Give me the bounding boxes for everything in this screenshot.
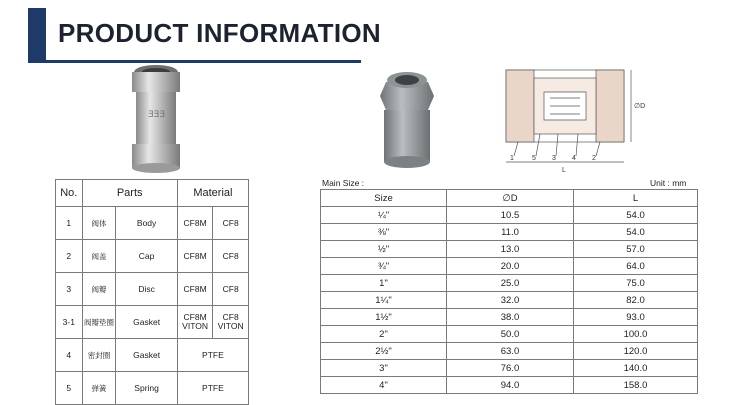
table-row	[321, 275, 698, 292]
page-title: PRODUCT INFORMATION	[58, 18, 381, 48]
valve-photo-grey	[378, 62, 436, 174]
table-row	[56, 273, 249, 306]
material-1: CF8M	[177, 240, 213, 273]
length-cell: 57.0	[574, 241, 698, 258]
callout-label: 2	[592, 155, 596, 162]
valve-photo-stainless	[126, 62, 186, 174]
table-row	[321, 241, 698, 258]
part-name: Body	[116, 207, 177, 240]
part-name: Cap	[116, 240, 177, 273]
size-cell: 4"	[321, 377, 447, 394]
length-cell: 158.0	[574, 377, 698, 394]
diameter-cell: 20.0	[447, 258, 574, 275]
unit-label: Unit : mm	[650, 178, 687, 188]
diameter-cell: 94.0	[447, 377, 574, 394]
diameter-cell: 25.0	[447, 275, 574, 292]
length-cell: 93.0	[574, 309, 698, 326]
callout-label: 3	[552, 155, 556, 162]
size-cell: 3"	[321, 360, 447, 377]
material-1: CF8M VITON	[177, 306, 213, 339]
col-header-material: Material	[177, 180, 248, 207]
size-cell: ¼"	[321, 207, 447, 224]
table-row	[321, 224, 698, 241]
row-no: 3-1	[56, 306, 83, 339]
part-name-cn: 弹簧	[82, 372, 116, 405]
row-no: 2	[56, 240, 83, 273]
diameter-cell: 76.0	[447, 360, 574, 377]
svg-text:ƎƎƎ: ƎƎƎ	[148, 110, 166, 120]
part-name: Gasket	[116, 306, 177, 339]
part-name-cn: 阀盖	[82, 240, 116, 273]
size-cell: 2½"	[321, 343, 447, 360]
drawing-dim-d: ∅D	[634, 103, 646, 110]
header-accent-bar	[28, 8, 46, 60]
table-row	[321, 360, 698, 377]
length-cell: 64.0	[574, 258, 698, 275]
material-2: CF8	[213, 273, 249, 306]
part-name-cn: 阀瓣	[82, 273, 116, 306]
diameter-cell: 63.0	[447, 343, 574, 360]
table-row	[56, 207, 249, 240]
length-cell: 54.0	[574, 207, 698, 224]
table-row	[321, 326, 698, 343]
row-no: 5	[56, 372, 83, 405]
size-cell: ¾"	[321, 258, 447, 275]
table-row	[56, 339, 249, 372]
length-cell: 54.0	[574, 224, 698, 241]
row-no: 4	[56, 339, 83, 372]
material-2: CF8	[213, 207, 249, 240]
drawing-dim-l: L	[562, 167, 566, 174]
col-header-d: ∅D	[447, 190, 574, 207]
material: PTFE	[177, 372, 248, 405]
col-header-no: No.	[56, 180, 83, 207]
callout-label: 4	[572, 155, 576, 162]
material-1: CF8M	[177, 207, 213, 240]
length-cell: 82.0	[574, 292, 698, 309]
size-cell: 1¼"	[321, 292, 447, 309]
row-no: 3	[56, 273, 83, 306]
size-cell: ⅜"	[321, 224, 447, 241]
table-row	[321, 258, 698, 275]
table-row	[321, 292, 698, 309]
header-underline	[28, 60, 361, 63]
size-cell: 2"	[321, 326, 447, 343]
parts-material-table	[55, 179, 249, 405]
row-no: 1	[56, 207, 83, 240]
length-cell: 75.0	[574, 275, 698, 292]
table-header-row	[56, 180, 249, 207]
valve-cross-section-drawing	[500, 62, 646, 174]
col-header-size: Size	[321, 190, 447, 207]
table-header-row	[321, 190, 698, 207]
col-header-parts: Parts	[82, 180, 177, 207]
table-row	[321, 207, 698, 224]
length-cell: 140.0	[574, 360, 698, 377]
size-cell: 1"	[321, 275, 447, 292]
diameter-cell: 13.0	[447, 241, 574, 258]
diameter-cell: 38.0	[447, 309, 574, 326]
table-row	[56, 372, 249, 405]
main-size-label: Main Size :	[322, 178, 365, 188]
part-name: Gasket	[116, 339, 177, 372]
material-1: CF8M	[177, 273, 213, 306]
size-cell: 1½"	[321, 309, 447, 326]
size-table	[320, 189, 698, 394]
table-row	[56, 306, 249, 339]
part-name-cn: 阀体	[82, 207, 116, 240]
size-cell: ½"	[321, 241, 447, 258]
length-cell: 100.0	[574, 326, 698, 343]
diameter-cell: 11.0	[447, 224, 574, 241]
part-name-cn: 阀瓣垫圈	[82, 306, 116, 339]
diameter-cell: 32.0	[447, 292, 574, 309]
diameter-cell: 10.5	[447, 207, 574, 224]
part-name-cn: 密封圈	[82, 339, 116, 372]
table-row	[56, 240, 249, 273]
table-row	[321, 377, 698, 394]
size-table-body	[321, 207, 698, 394]
material-2: CF8	[213, 240, 249, 273]
col-header-l: L	[574, 190, 698, 207]
diameter-cell: 50.0	[447, 326, 574, 343]
callout-label: 1	[510, 155, 514, 162]
part-name: Disc	[116, 273, 177, 306]
material-2: CF8 VITON	[213, 306, 249, 339]
table-row	[321, 343, 698, 360]
table-row	[321, 309, 698, 326]
length-cell: 120.0	[574, 343, 698, 360]
material: PTFE	[177, 339, 248, 372]
part-name: Spring	[116, 372, 177, 405]
callout-label: 5	[532, 155, 536, 162]
